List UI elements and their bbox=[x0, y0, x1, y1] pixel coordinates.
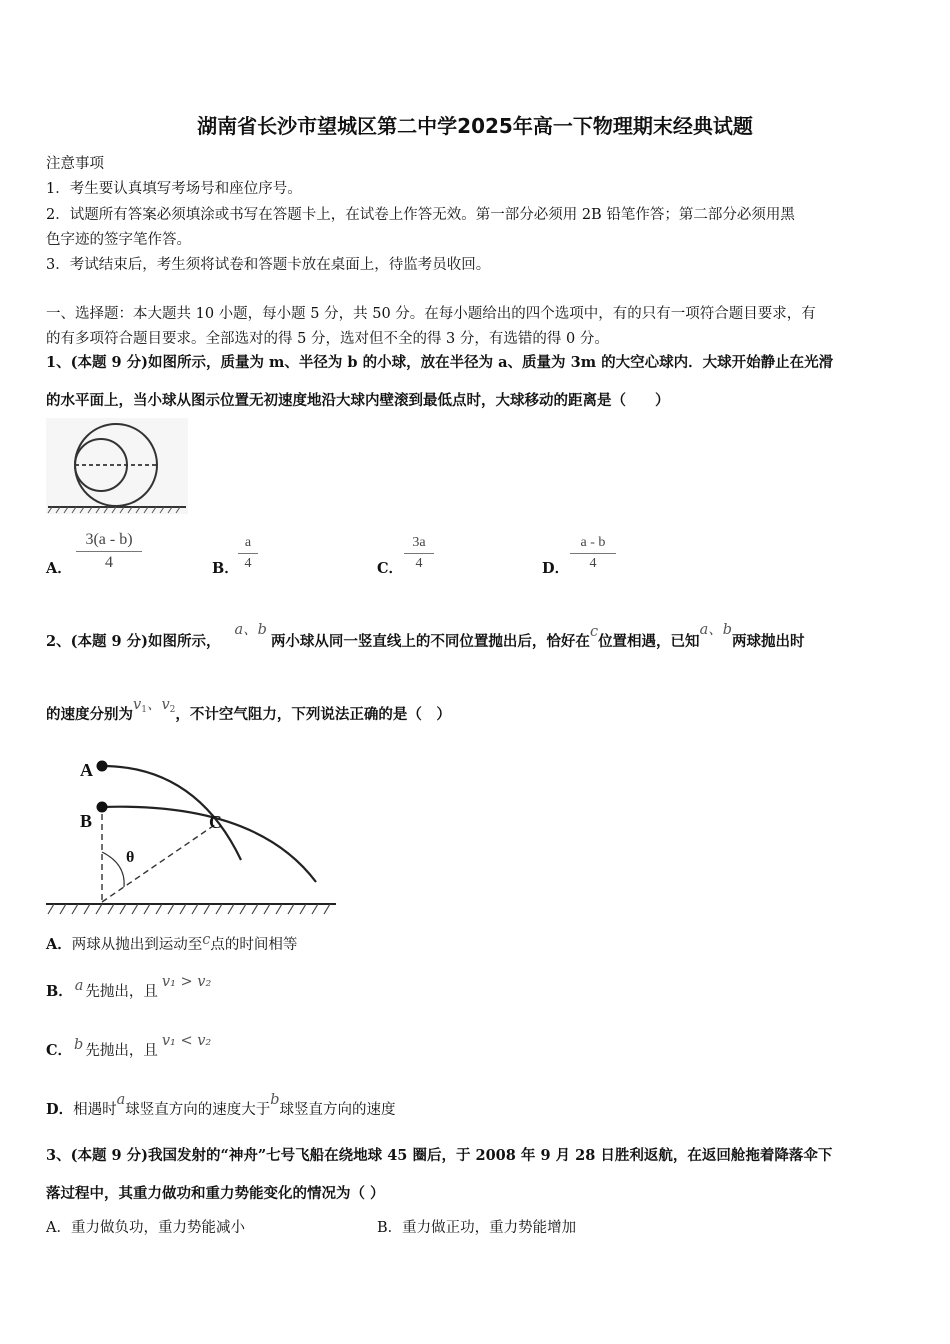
q1-line-1: 1、(本题 9 分)如图所示，质量为 m、半径为 b 的小球，放在半径为 a、质量为 3m 的大空心球内．大球开始静止在光滑 bbox=[46, 354, 834, 371]
q2-ab-symbols: a、b bbox=[234, 622, 267, 638]
q2-line-2 bbox=[46, 697, 451, 725]
q1-option-d-label: D． bbox=[542, 560, 570, 577]
q2-end-text-1: 两球抛出时 bbox=[732, 633, 805, 650]
q2-option-c: C． b 先抛出，且v₁ < v₂ bbox=[46, 1033, 212, 1059]
q2-c-symbol: c bbox=[589, 624, 599, 640]
q2-v1-symbol: $v_1$ bbox=[133, 697, 147, 715]
q2-prefix: 2、(本题 9 分)如图所示， bbox=[46, 633, 221, 650]
q2-figure bbox=[46, 752, 338, 920]
q2-mid-text-2: 位置相遇，已知 bbox=[598, 633, 700, 650]
ball-a bbox=[97, 761, 108, 772]
q3-option-b: B．重力做正功，重力势能增加 bbox=[377, 1220, 577, 1236]
q1-option-d-fraction bbox=[570, 535, 616, 572]
q1-option-b-numerator: a bbox=[244, 535, 252, 550]
q2-line2-prefix: 的速度分别为 bbox=[46, 706, 133, 723]
q1-option-a-label: A． bbox=[46, 560, 72, 577]
q1-option-a-denominator: 4 bbox=[105, 554, 113, 571]
q1-option-a-numerator: 3(a - b) bbox=[85, 531, 133, 548]
notice-item-1: 1．考生要认真填写考场号和座位序号。 bbox=[46, 181, 302, 197]
q1-option-d-numerator: a - b bbox=[580, 535, 606, 550]
q1-option-b-label: B． bbox=[212, 560, 239, 577]
q1-option-c-numerator: 3a bbox=[412, 535, 426, 550]
q1-option-c-fraction bbox=[404, 535, 434, 572]
q2-option-a: A．两球从抛出到运动至c点的时间相等 bbox=[46, 932, 298, 953]
q1-option-d-denominator: 4 bbox=[589, 556, 597, 571]
q2-ab-symbols-2: a、b bbox=[699, 622, 732, 638]
notice-item-3: 3．考试结束后，考生须将试卷和答题卡放在桌面上，待监考员收回。 bbox=[46, 257, 491, 273]
notice-item-2-line-2: 色字迹的签字笔作答。 bbox=[46, 232, 191, 248]
label-c: C bbox=[209, 812, 222, 832]
q1-option-b-denominator: 4 bbox=[244, 556, 252, 571]
q2-line2-suffix: ，不计空气阻力，下列说法正确的是（ ） bbox=[175, 706, 451, 723]
q2-v2-symbol: $v_2$ bbox=[161, 697, 176, 715]
q1-option-c-label: C． bbox=[377, 560, 404, 577]
label-b: B bbox=[80, 811, 93, 831]
q2-line-1 bbox=[46, 622, 805, 651]
q1-option-c-denominator: 4 bbox=[415, 556, 423, 571]
label-a: A bbox=[80, 760, 93, 780]
q3-line-2: 落过程中，其重力做功和重力势能变化的情况为（ ） bbox=[46, 1185, 385, 1202]
q3-line-1: 3、(本题 9 分)我国发射的“神舟”七号飞船在绕地球 45 圈后，于 2008 年 9 月 28 日胜利返航，在返回舱拖着降落伞下 bbox=[46, 1147, 833, 1164]
q2-mid-text-1: 两小球从同一竖直线上的不同位置抛出后，恰好在 bbox=[270, 633, 590, 650]
q1-option-a-fraction bbox=[76, 531, 142, 572]
section1-line-2: 的有多项符合题目要求。全部选对的得 5 分，选对但不全的得 3 分，有选错的得 0 分。 bbox=[46, 331, 609, 347]
section1-line-1: 一、选择题：本大题共 10 小题，每小题 5 分，共 50 分。在每小题给出的四个选项中，有的只有一项符合题目要求，有 bbox=[46, 306, 816, 322]
ball-b bbox=[97, 802, 108, 813]
q3-option-a: A．重力做负功，重力势能减小 bbox=[46, 1220, 245, 1236]
page-title: 湖南省长沙市望城区第二中学2025年高一下物理期末经典试题 bbox=[197, 114, 753, 138]
q1-option-b-fraction bbox=[238, 535, 258, 572]
notice-item-2-line-1: 2．试题所有答案必须填涂或书写在答题卡上，在试卷上作答无效。第一部分必须用 2B 铅笔作答；第二部分必须用黑 bbox=[46, 207, 795, 223]
notice-heading: 注意事项 bbox=[46, 156, 104, 172]
q2-option-d: D．相遇时a球竖直方向的速度大于b球竖直方向的速度 bbox=[46, 1092, 396, 1118]
q2-option-b: B． a 先抛出，且v₁ > v₂ bbox=[46, 974, 212, 1000]
q2-separator: 、 bbox=[146, 697, 162, 713]
q1-line-2: 的水平面上，当小球从图示位置无初速度地沿大球内壁滚到最低点时，大球移动的距离是（ ） bbox=[46, 392, 670, 409]
label-theta: θ bbox=[126, 849, 135, 866]
q1-figure bbox=[46, 418, 188, 514]
